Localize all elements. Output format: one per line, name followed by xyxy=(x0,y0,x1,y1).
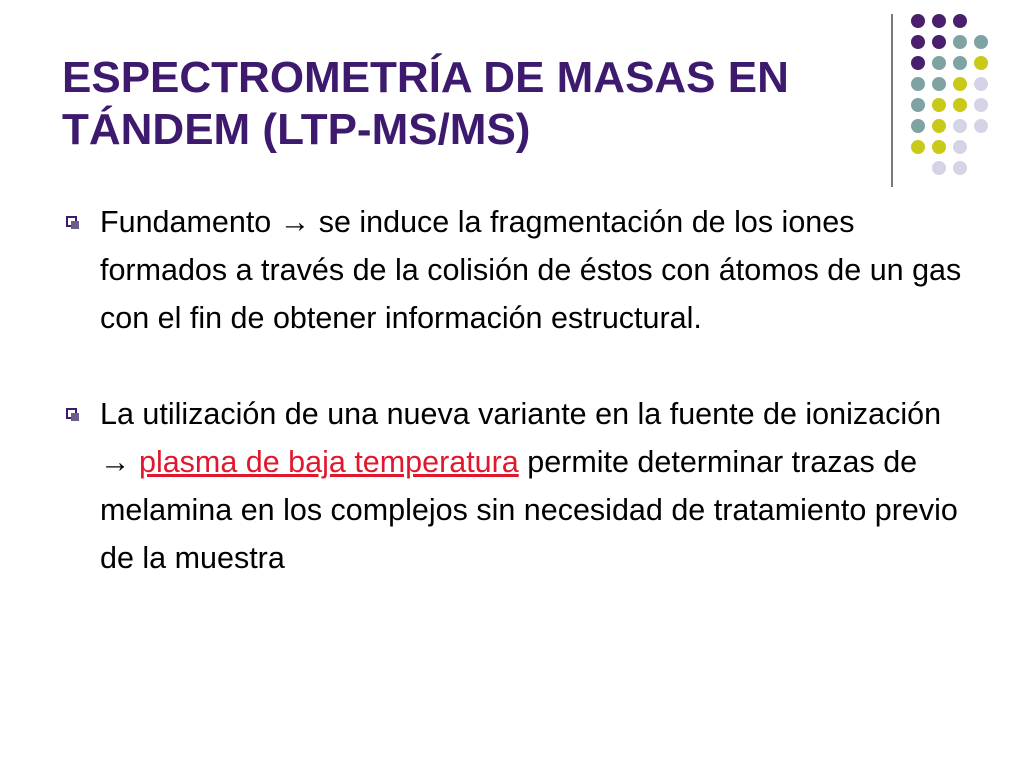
decorative-dot xyxy=(953,119,967,133)
bullet-text: Fundamento → se induce la fragmentación de los iones formados a través de la colisión de éstos con átomos de un gas con el fin de obtener información estructural. xyxy=(100,205,962,335)
slide-title-line-2: TÁNDEM (LTP-MS/MS) xyxy=(62,105,531,154)
decorative-dot xyxy=(911,35,925,49)
decorative-dot xyxy=(911,77,925,91)
decorative-dot xyxy=(911,140,925,154)
decorative-dot xyxy=(974,77,988,91)
bullet-item-fundamento xyxy=(62,198,962,342)
decorative-dot xyxy=(953,140,967,154)
decorative-dot xyxy=(932,140,946,154)
bullet-item-variante xyxy=(62,390,962,582)
decorative-dot xyxy=(953,35,967,49)
decorative-dot-grid xyxy=(911,14,1021,174)
decorative-dot xyxy=(932,14,946,28)
decorative-dot xyxy=(911,14,925,28)
decorative-dot xyxy=(932,35,946,49)
decorative-dot xyxy=(932,161,946,175)
slide-title-line-1: ESPECTROMETRÍA DE MASAS EN xyxy=(62,53,789,102)
decorative-dot xyxy=(974,98,988,112)
decorative-dot xyxy=(953,98,967,112)
highlight-link-text[interactable]: plasma de baja temperatura xyxy=(138,445,519,479)
decorative-dot xyxy=(974,119,988,133)
square-bullet-icon xyxy=(66,216,77,227)
decorative-dot xyxy=(911,98,925,112)
slide-title xyxy=(62,52,882,156)
decorative-dot xyxy=(932,119,946,133)
decorative-dot xyxy=(953,14,967,28)
decorative-dot xyxy=(974,56,988,70)
decorative-dot xyxy=(974,35,988,49)
decorative-dot xyxy=(953,161,967,175)
decorative-dot xyxy=(911,56,925,70)
bullet-text-after: permite determinar trazas de melamina en los complejos sin necesidad de tratamiento previo de la muestra xyxy=(100,445,958,575)
square-bullet-icon xyxy=(66,408,77,419)
decorative-dot xyxy=(932,56,946,70)
decorative-dot xyxy=(953,56,967,70)
decorative-dot xyxy=(911,119,925,133)
decorative-dot xyxy=(953,77,967,91)
slide-body xyxy=(62,198,962,582)
vertical-divider xyxy=(891,14,893,187)
decorative-dot xyxy=(932,98,946,112)
decorative-dot xyxy=(932,77,946,91)
bullet-text-before: La utilización de una nueva variante en la fuente de ionización → xyxy=(100,397,942,479)
